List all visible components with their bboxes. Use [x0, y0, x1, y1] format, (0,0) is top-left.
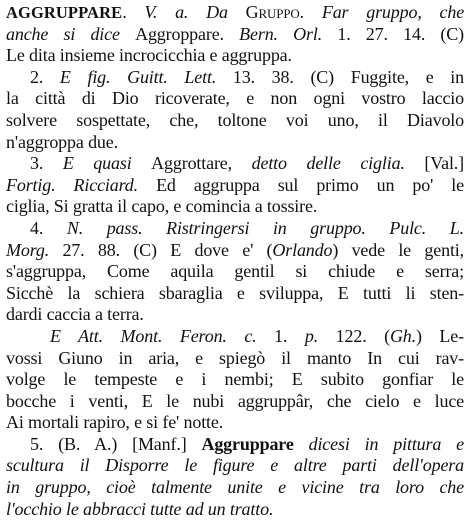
text-run: s'aggruppa, Come aquila gentil si chiude e serra; [6, 261, 464, 282]
entry-line [6, 132, 464, 154]
text-run: Gh. [389, 325, 417, 346]
text-run: 2. [30, 66, 60, 87]
entry-line [6, 218, 464, 240]
text-run: Bern. Orl. [239, 23, 338, 44]
entry-line [6, 24, 464, 46]
text-run: scultura il Disporre le figure e altre parti dell'opera [6, 455, 464, 476]
text-run: 3. [30, 153, 63, 174]
text-run: la città di Dio ricoverate, e non ogni vostro laccio [6, 88, 464, 109]
entry-line [6, 88, 464, 110]
text-run: V. a. Da [144, 2, 246, 22]
entry-line [6, 412, 464, 434]
entry-line [6, 348, 464, 370]
entry-line [6, 110, 464, 132]
text-run: Aggroppare. [135, 23, 240, 44]
text-run: 1. 27. 14. (C) [337, 23, 464, 44]
text-run: Far gruppo, che [321, 2, 465, 22]
text-run: [Val.] [424, 153, 464, 174]
text-run: vossi Giuno in aria, e spiegò il manto In cui rav- [6, 347, 464, 368]
text-run: E quasi [62, 153, 152, 174]
text-run: E Att. Mont. Feron. c. [50, 325, 275, 346]
entry-line [6, 304, 464, 326]
entry-line [6, 499, 464, 520]
text-run: anche si dice [6, 23, 136, 44]
text-run: bocche i venti, E le nubi aggruppâr, che cielo e luce [6, 390, 464, 411]
entry-line [6, 369, 464, 391]
text-run: Morg. [6, 239, 63, 260]
entry-line [6, 175, 464, 197]
text-run: 122. ( [335, 325, 390, 346]
text-run: l'occhio le abbracci tutte ad un tratto. [6, 498, 274, 519]
entry-line [6, 434, 464, 456]
text-run: Sicchè la schiera sbaraglia e sviluppa, E tutti li sten- [6, 282, 464, 303]
entry-line [6, 45, 464, 67]
text-run: volge le tempeste e i nembi; E subito gonfiar le [6, 369, 464, 390]
entry-line [6, 283, 464, 305]
text-run: ciglia, Si gratta il capo, e comincia a tossire. [6, 196, 318, 217]
dictionary-entry [6, 2, 464, 520]
text-run: 4. [30, 217, 67, 238]
text-run: 27. 88. (C) E dove e' ( [62, 239, 273, 260]
text-run: 13. 38. (C) Fuggite, e in [232, 66, 464, 87]
text-run: dicesi in pittura e [308, 433, 465, 454]
text-run: Aggruppare [201, 433, 309, 454]
headword: AGGRUPPARE [6, 3, 123, 22]
text-run: Ai mortali rapiro, e si fe' notte. [6, 412, 224, 433]
entry-line [6, 67, 464, 89]
text-run: Aggrottare, [151, 153, 252, 174]
text-run: p. [304, 325, 336, 346]
text-run: E fig. Guitt. Lett. [59, 66, 233, 87]
text-run: ) vede le genti, [332, 239, 464, 260]
entry-line [6, 326, 464, 348]
text-run: dardi caccia a terra. [6, 304, 144, 325]
entry-line [6, 261, 464, 283]
text-run: Ed aggruppa sul primo un po' le [156, 174, 464, 195]
entry-line [6, 391, 464, 413]
entry-line [6, 477, 464, 499]
text-run: N. pass. Ristringersi in gruppo. Pulc. L. [66, 217, 464, 238]
text-run: . [299, 2, 322, 22]
entry-line [6, 153, 464, 175]
entry-line [6, 240, 464, 262]
text-run: solvere sospettate, che, toltone voi uno, il Diavolo [6, 109, 464, 130]
text-run: 5. (B. A.) [Manf.] [30, 433, 202, 454]
text-run: Gruppo [245, 2, 300, 22]
text-run: in gruppo, cioè talmente unite e vicine tra loro che [6, 477, 464, 498]
text-run: n'aggroppa due. [6, 131, 118, 152]
entry-line [6, 2, 464, 24]
entry-line [6, 196, 464, 218]
entry-line [6, 455, 464, 477]
text-run: . [122, 2, 145, 22]
text-run: Fortig. Ricciard. [6, 174, 157, 195]
text-run: 1. [274, 325, 305, 346]
text-run: Orlando [272, 239, 333, 260]
text-run: ) Le- [416, 325, 464, 346]
text-run: Le dita insieme incrocicchia e aggruppa. [6, 45, 292, 66]
text-run: detto delle ciglia. [251, 153, 425, 174]
